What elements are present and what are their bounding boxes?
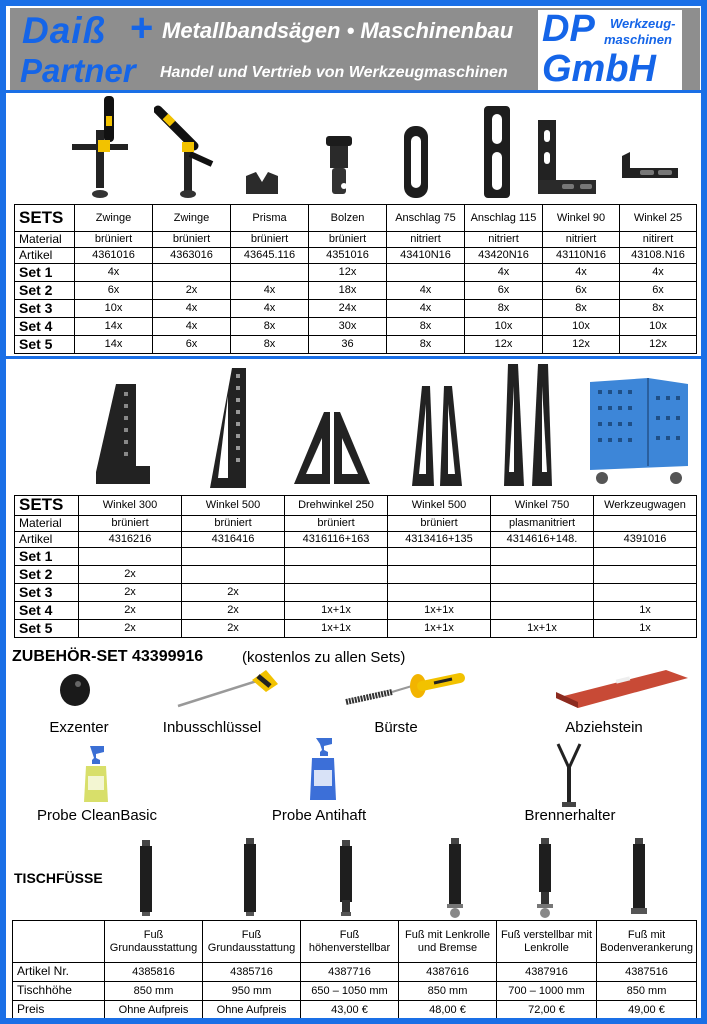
table-cell: 8x bbox=[231, 336, 309, 354]
table-cell: 4385716 bbox=[203, 963, 301, 982]
table-cell: 1x bbox=[594, 602, 697, 620]
table-cell bbox=[594, 548, 697, 566]
table-cell: 2x bbox=[79, 620, 182, 638]
table-header-row bbox=[13, 921, 697, 963]
brand-dais: Daiß bbox=[22, 10, 107, 51]
table-row bbox=[15, 282, 697, 300]
table-row bbox=[15, 336, 697, 354]
table-cell: nitirert bbox=[620, 232, 697, 248]
accessory-label: Probe CleanBasic bbox=[36, 807, 158, 824]
row-label: Preis bbox=[13, 1001, 105, 1019]
tagline-primary: Metallbandsägen • Maschinenbau bbox=[162, 18, 514, 43]
table-cell bbox=[491, 548, 594, 566]
table-row bbox=[15, 516, 697, 532]
column-header: Prisma bbox=[231, 205, 309, 232]
table-row bbox=[13, 963, 697, 982]
table-row bbox=[15, 548, 697, 566]
table-cell: 4387616 bbox=[399, 963, 497, 982]
table-cell: 6x bbox=[543, 282, 620, 300]
accessory-label: Inbusschlüssel bbox=[162, 719, 262, 736]
table-cell: 4x bbox=[75, 264, 153, 282]
row-label: Set 2 bbox=[15, 566, 79, 584]
accessory-label: Abziehstein bbox=[565, 719, 643, 736]
logo-werkzeug: Werkzeug- bbox=[610, 16, 676, 31]
table-cell: 10x bbox=[620, 318, 697, 336]
table-cell: 4316416 bbox=[182, 532, 285, 548]
table-cell: 12x bbox=[309, 264, 387, 282]
anschlag-75-icon bbox=[402, 124, 430, 200]
table-cell: 2x bbox=[153, 282, 231, 300]
table-cell: 4x bbox=[153, 318, 231, 336]
table-cell: brüniert bbox=[231, 232, 309, 248]
table-cell bbox=[491, 584, 594, 602]
brand-partner: Partner bbox=[20, 52, 136, 89]
table-cell bbox=[285, 548, 388, 566]
table-cell: Ohne Aufpreis bbox=[203, 1001, 301, 1019]
table-cell bbox=[594, 584, 697, 602]
table-cell bbox=[79, 548, 182, 566]
table-cell: 950 mm bbox=[203, 982, 301, 1001]
table-cell: 2x bbox=[182, 602, 285, 620]
accessory-label: Probe Antihaft bbox=[271, 807, 367, 824]
column-header: Zwinge bbox=[153, 205, 231, 232]
table-cell: 4363016 bbox=[153, 248, 231, 264]
table-row bbox=[13, 1001, 697, 1019]
column-header: Winkel 300 bbox=[79, 496, 182, 516]
row-label: Material bbox=[15, 516, 79, 532]
table-cell: 6x bbox=[75, 282, 153, 300]
column-header: Fuß mit Lenkrolle und Bremse bbox=[399, 921, 497, 963]
row-label: Material bbox=[15, 232, 75, 248]
table-cell: 8x bbox=[231, 318, 309, 336]
table-cell bbox=[182, 566, 285, 584]
table-cell: 2x bbox=[182, 620, 285, 638]
winkel-500-icon bbox=[206, 366, 250, 492]
winkel-500-pair-icon bbox=[410, 384, 464, 490]
table-cell: 4x bbox=[620, 264, 697, 282]
row-label: Set 1 bbox=[15, 264, 75, 282]
table-row bbox=[15, 300, 697, 318]
table-cell: 43645.116 bbox=[231, 248, 309, 264]
table-cell: 850 mm bbox=[399, 982, 497, 1001]
table-cell: 1x+1x bbox=[285, 620, 388, 638]
table-row bbox=[15, 602, 697, 620]
logo-maschinen: maschinen bbox=[604, 32, 672, 47]
table-cell: 4391016 bbox=[594, 532, 697, 548]
abziehstein-icon bbox=[554, 668, 690, 710]
row-label: Set 3 bbox=[15, 584, 79, 602]
table-cell: 2x bbox=[182, 584, 285, 602]
row-label: Artikel Nr. bbox=[13, 963, 105, 982]
bolzen-icon bbox=[324, 134, 354, 196]
table-cell: 43108.N16 bbox=[620, 248, 697, 264]
table-cell: 24x bbox=[309, 300, 387, 318]
table-cell: 1x+1x bbox=[491, 620, 594, 638]
sets-table-1 bbox=[14, 204, 697, 354]
leg-adjustable-caster-icon bbox=[534, 836, 556, 920]
row-label: Set 4 bbox=[15, 318, 75, 336]
table-cell: 1x+1x bbox=[285, 602, 388, 620]
table-row bbox=[15, 620, 697, 638]
table-row bbox=[15, 566, 697, 584]
leg-floor-anchor-icon bbox=[630, 836, 648, 918]
table-cell: 8x bbox=[543, 300, 620, 318]
anschlag-115-icon bbox=[482, 104, 512, 200]
empty-header-cell bbox=[13, 921, 105, 963]
table-cell: 850 mm bbox=[105, 982, 203, 1001]
table-cell: 49,00 € bbox=[597, 1001, 697, 1019]
table-cell: Ohne Aufpreis bbox=[105, 1001, 203, 1019]
divider bbox=[6, 356, 701, 359]
table-cell: 4387516 bbox=[597, 963, 697, 982]
buerste-icon bbox=[342, 670, 466, 714]
table-cell: nitriert bbox=[543, 232, 620, 248]
table-cell: 36 bbox=[309, 336, 387, 354]
table-cell bbox=[388, 566, 491, 584]
column-header: Fuß mit Bodenverankerung bbox=[597, 921, 697, 963]
table-cell: 43420N16 bbox=[465, 248, 543, 264]
table-cell: 4x bbox=[231, 282, 309, 300]
table-row bbox=[15, 532, 697, 548]
table-cell: 6x bbox=[620, 282, 697, 300]
column-header: Winkel 90 bbox=[543, 205, 620, 232]
leg-caster-brake-icon bbox=[444, 836, 466, 920]
drehwinkel-250-icon bbox=[292, 410, 372, 488]
column-header: Winkel 500 bbox=[182, 496, 285, 516]
column-header: Winkel 500 bbox=[388, 496, 491, 516]
table-cell: 4x bbox=[231, 300, 309, 318]
table-cell: 4361016 bbox=[75, 248, 153, 264]
column-header: Drehwinkel 250 bbox=[285, 496, 388, 516]
table-header-row bbox=[15, 205, 697, 232]
row-label: Set 1 bbox=[15, 548, 79, 566]
table-cell: 2x bbox=[79, 566, 182, 584]
table-cell bbox=[491, 602, 594, 620]
table-cell: 4387716 bbox=[301, 963, 399, 982]
accessory-label: Bürste bbox=[374, 719, 418, 736]
table-cell: 43410N16 bbox=[387, 248, 465, 264]
table-cell bbox=[182, 548, 285, 566]
prisma-icon bbox=[244, 170, 280, 196]
table-cell: 8x bbox=[465, 300, 543, 318]
table-cell bbox=[285, 584, 388, 602]
winkel-750-pair-icon bbox=[502, 362, 554, 490]
table-cell bbox=[388, 548, 491, 566]
table-cell: plasmanitriert bbox=[491, 516, 594, 532]
dp-logo bbox=[538, 10, 682, 90]
column-header: Zwinge bbox=[75, 205, 153, 232]
winkel-90-icon bbox=[532, 118, 600, 198]
table-cell: brüniert bbox=[388, 516, 491, 532]
column-header: Fuß verstellbar mit Lenkrolle bbox=[497, 921, 597, 963]
table-cell: 700 – 1000 mm bbox=[497, 982, 597, 1001]
accessory-set-note: (kostenlos zu allen Sets) bbox=[242, 649, 406, 666]
row-label: Set 4 bbox=[15, 602, 79, 620]
table-cell: brüniert bbox=[75, 232, 153, 248]
table-cell: 6x bbox=[153, 336, 231, 354]
table-cell: brüniert bbox=[79, 516, 182, 532]
table-cell bbox=[388, 584, 491, 602]
table-cell: 43110N16 bbox=[543, 248, 620, 264]
table-cell: 4x bbox=[465, 264, 543, 282]
table-row bbox=[15, 318, 697, 336]
table-cell: 4x bbox=[543, 264, 620, 282]
table-cell: 30x bbox=[309, 318, 387, 336]
table-cell bbox=[153, 264, 231, 282]
table-cell: 4314616+148. bbox=[491, 532, 594, 548]
table-cell: brüniert bbox=[182, 516, 285, 532]
table-cell: 43,00 € bbox=[301, 1001, 399, 1019]
row-label: Tischhöhe bbox=[13, 982, 105, 1001]
tagline-secondary: Handel und Vertrieb von Werkzeugmaschinen bbox=[160, 64, 508, 81]
table-cell bbox=[231, 264, 309, 282]
leg-basic-850-icon bbox=[138, 838, 154, 918]
column-header: Winkel 750 bbox=[491, 496, 594, 516]
leg-basic-950-icon bbox=[242, 836, 258, 918]
table-legs-table bbox=[12, 920, 697, 1018]
table-cell bbox=[594, 566, 697, 584]
row-label: Set 3 bbox=[15, 300, 75, 318]
table-cell: 6x bbox=[465, 282, 543, 300]
table-cell: 10x bbox=[465, 318, 543, 336]
table-cell: 48,00 € bbox=[399, 1001, 497, 1019]
table-cell: 14x bbox=[75, 318, 153, 336]
table-cell: 12x bbox=[465, 336, 543, 354]
column-header: Werkzeugwagen bbox=[594, 496, 697, 516]
table-cell: brüniert bbox=[309, 232, 387, 248]
table-header-row bbox=[15, 496, 697, 516]
row-label: Artikel bbox=[15, 248, 75, 264]
table-legs-title: TISCHFÜSSE bbox=[14, 870, 103, 886]
table-cell: brüniert bbox=[285, 516, 388, 532]
table-cell: nitriert bbox=[465, 232, 543, 248]
table-row bbox=[13, 982, 697, 1001]
row-label: Set 5 bbox=[15, 620, 79, 638]
column-header: Fuß höhenverstellbar bbox=[301, 921, 399, 963]
header-banner bbox=[10, 8, 700, 90]
table-cell bbox=[491, 566, 594, 584]
table-cell: 2x bbox=[79, 584, 182, 602]
table-cell bbox=[594, 516, 697, 532]
table-cell: 4316116+163 bbox=[285, 532, 388, 548]
table-cell: brüniert bbox=[153, 232, 231, 248]
table-cell: 4316216 bbox=[79, 532, 182, 548]
table-cell: 8x bbox=[387, 336, 465, 354]
divider bbox=[6, 90, 701, 93]
table-cell: 1x+1x bbox=[388, 620, 491, 638]
inbusschluessel-icon bbox=[174, 666, 280, 710]
spray-bottle-blue-icon bbox=[308, 736, 338, 802]
table-cell: 8x bbox=[387, 318, 465, 336]
product-sheet bbox=[6, 6, 701, 1018]
zwinge-t-icon bbox=[68, 94, 132, 200]
table-cell: 12x bbox=[620, 336, 697, 354]
table-cell: 10x bbox=[543, 318, 620, 336]
table-cell: 4385816 bbox=[105, 963, 203, 982]
table-cell: 4x bbox=[153, 300, 231, 318]
table-row bbox=[15, 232, 697, 248]
table-cell: 1x bbox=[594, 620, 697, 638]
table-cell: 14x bbox=[75, 336, 153, 354]
table-cell: 72,00 € bbox=[497, 1001, 597, 1019]
table-cell: 2x bbox=[79, 602, 182, 620]
table-cell bbox=[387, 264, 465, 282]
table-row bbox=[15, 264, 697, 282]
column-header: Fuß Grundausstattung bbox=[203, 921, 301, 963]
column-header: Winkel 25 bbox=[620, 205, 697, 232]
spray-bottle-yellow-icon bbox=[82, 744, 110, 804]
logo-dp: DP bbox=[542, 8, 595, 50]
table-cell: 4x bbox=[387, 282, 465, 300]
winkel-300-icon bbox=[92, 380, 152, 488]
table-cell: 4x bbox=[387, 300, 465, 318]
table-row bbox=[15, 584, 697, 602]
column-header: Bolzen bbox=[309, 205, 387, 232]
brand-plus: + bbox=[130, 6, 154, 50]
table-cell: nitriert bbox=[387, 232, 465, 248]
column-header: Anschlag 75 bbox=[387, 205, 465, 232]
sets-label: SETS bbox=[15, 205, 75, 232]
table-cell: 4313416+135 bbox=[388, 532, 491, 548]
accessory-label: Exzenter bbox=[49, 719, 109, 736]
table-cell: 18x bbox=[309, 282, 387, 300]
table-cell: 1x+1x bbox=[388, 602, 491, 620]
column-header: Anschlag 115 bbox=[465, 205, 543, 232]
table-cell bbox=[285, 566, 388, 584]
accessory-set-title: ZUBEHÖR-SET 43399916 bbox=[12, 648, 204, 665]
table-row bbox=[15, 248, 697, 264]
table-cell: 4351016 bbox=[309, 248, 387, 264]
table-cell: 10x bbox=[75, 300, 153, 318]
brennerhalter-icon bbox=[554, 742, 584, 810]
sets-label: SETS bbox=[15, 496, 79, 516]
column-header: Fuß Grundausstattung bbox=[105, 921, 203, 963]
row-label: Artikel bbox=[15, 532, 79, 548]
table-cell: 4387916 bbox=[497, 963, 597, 982]
table-cell: 12x bbox=[543, 336, 620, 354]
exzenter-icon bbox=[58, 672, 92, 708]
leg-adjustable-icon bbox=[338, 838, 354, 918]
row-label: Set 2 bbox=[15, 282, 75, 300]
accessory-label: Brennerhalter bbox=[524, 807, 616, 824]
row-label: Set 5 bbox=[15, 336, 75, 354]
werkzeugwagen-icon bbox=[588, 376, 690, 486]
winkel-25-icon bbox=[620, 150, 680, 180]
table-cell: 8x bbox=[620, 300, 697, 318]
sets-table-2 bbox=[14, 495, 697, 638]
table-cell: 850 mm bbox=[597, 982, 697, 1001]
table-cell: 650 – 1050 mm bbox=[301, 982, 399, 1001]
zwinge-lever-icon bbox=[154, 102, 220, 200]
logo-gmbh: GmbH bbox=[542, 48, 656, 90]
